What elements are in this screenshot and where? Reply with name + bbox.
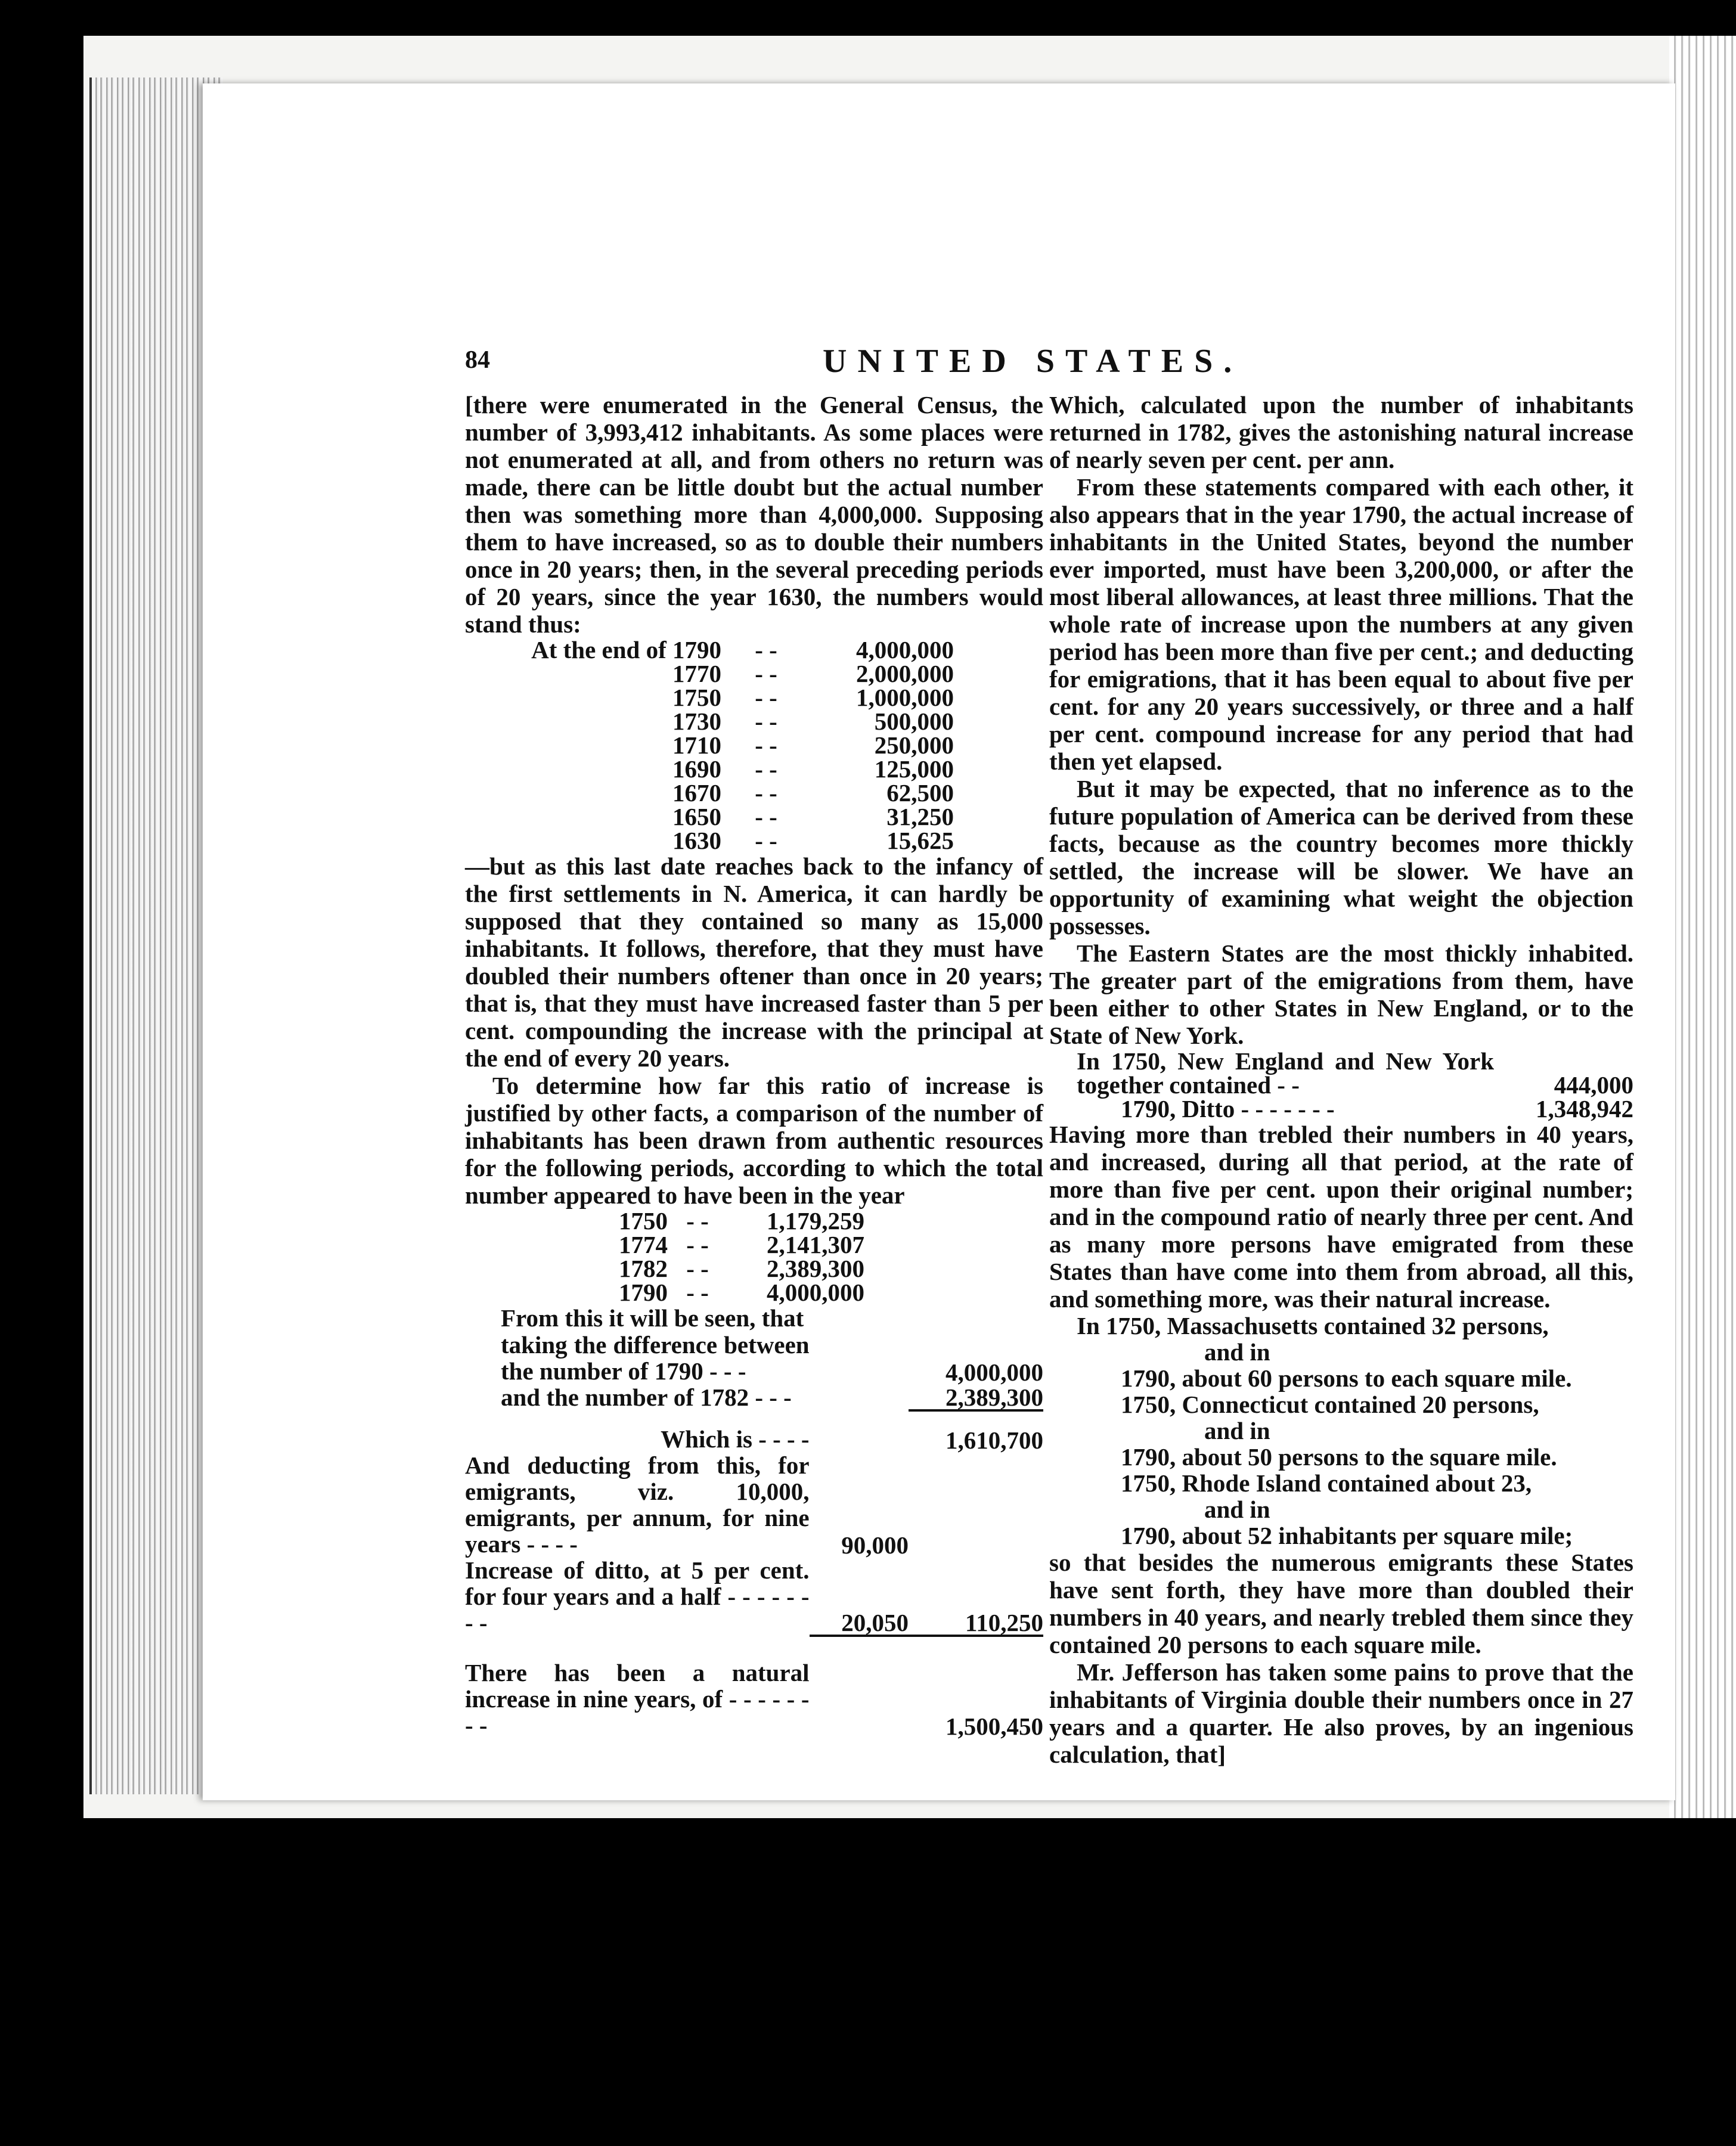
calc-intro: From this it will be seen, that (501, 1304, 804, 1332)
year-cell: 1774 (619, 1231, 668, 1258)
calc-row (465, 1410, 1043, 1452)
density-line: and in (1204, 1496, 1270, 1523)
leader-dashes: - - (686, 1255, 709, 1282)
table-row (465, 781, 954, 805)
year-cell: 1782 (619, 1255, 668, 1282)
table-row (1049, 1049, 1633, 1097)
calc-label: There has been a natural increase in nine years, of - - - - - - - - (465, 1659, 810, 1739)
leader-dashes: - - (686, 1231, 709, 1258)
value-cell: 4,000,000 (856, 636, 954, 663)
table-row (465, 1257, 864, 1280)
paragraph: From these statements compared with each other, it also appears that in the year 1790, the actual increase of inhabitants in the United States, beyond the number ever imported, must have been 3,200,000, or after the most liberal allowances, at least three millions. That the whole rate of increase upon the numbers at any given period has been more than five per cent.; and deducting for emigrations, that it has been equal to about five per cent. for any 20 years successively, or three and a half per cent. compound increase for any period that had then yet elapsed. (1049, 473, 1633, 775)
table-row (465, 757, 954, 781)
scan-border (0, 0, 1736, 36)
table-row (465, 1233, 864, 1257)
right-column (1049, 391, 1633, 1768)
running-title: UNITED STATES. (823, 343, 1243, 380)
value-cell: 2,000,000 (856, 660, 954, 687)
calc-label: and the number of 1782 - - - (501, 1384, 792, 1411)
calc-row (465, 1384, 1043, 1410)
calc-label: Increase of ditto, at 5 per cent. for four years and a half - - - - - - - - (465, 1556, 810, 1636)
left-column (465, 391, 1043, 1738)
paragraph: Mr. Jefferson has taken some pains to prove that the inhabitants of Virginia double their numbers once in 27 years and a quarter. He also proves, by an ingenious calculation, that] (1049, 1658, 1633, 1768)
value-cell: 2,389,300 (767, 1255, 864, 1282)
leader-dashes: - - (755, 660, 777, 687)
table-row (465, 686, 954, 709)
paragraph: Having more than trebled their numbers in 40 years, and increased, during all that period, at the rate of more than five per cent. upon their original number; and in the compound ratio of nearly three per cent. And as many more persons have emigrated from these States than have come into them from abroad, all this, and something more, was their natural increase. (1049, 1121, 1633, 1313)
value-cell: 250,000 (874, 731, 954, 759)
calculation-table (465, 1332, 1043, 1738)
leader-dashes: - - (755, 779, 777, 807)
value-cell: 31,250 (886, 803, 954, 830)
density-line: 1750, Rhode Island contained about 23, (1121, 1469, 1532, 1497)
table-row (465, 1209, 864, 1233)
leader-dashes: - - (755, 708, 777, 735)
calc-value: 2,389,300 (909, 1384, 1043, 1410)
row-label: In 1750, New England and New York together contained - - (1077, 1047, 1494, 1099)
calc-value: 110,250 (909, 1557, 1043, 1636)
year-cell: 1710 (672, 731, 721, 759)
value-cell: 15,625 (886, 827, 954, 854)
paragraph: [there were enumerated in the General Census, the number of 3,993,412 inhabitants. As some places were not enumerated at all, and from others no return was made, there can be little doubt but the actual number then was something more than 4,000,000. Supposing them to have increased, so as to double their numbers once in 20 years; then, in the several preceding periods of 20 years, since the year 1630, the numbers would stand thus: (465, 391, 1043, 638)
calc-value: 20,050 (810, 1557, 909, 1636)
paragraph: —but as this last date reaches back to the infancy of the first settlements in N. America, it can hardly be supposed that they contained so many as 15,000 inhabitants. It follows, therefore, that they must have doubled their numbers oftener than once in 20 years; that is, that they must have increased faster than 5 per cent. compounding the increase with the principal at the end of every 20 years. (465, 852, 1043, 1072)
calc-label: And deducting from this, for emigrants, viz. 10,000, emigrants, per annum, for nine years - - - - (465, 1452, 810, 1558)
leader-dashes: - - (686, 1207, 709, 1235)
value-cell: 2,141,307 (767, 1231, 864, 1258)
calc-row (465, 1332, 1043, 1384)
row-value: 444,000 (1554, 1071, 1633, 1099)
page-header (203, 343, 1675, 382)
table-row (465, 829, 954, 852)
table-row (465, 805, 954, 829)
year-cell: 1790 (619, 1279, 668, 1306)
calc-value: 1,500,450 (946, 1713, 1043, 1740)
paragraph: Which, calculated upon the number of inhabitants returned in 1782, gives the astonishing natural increase of nearly seven per cent. per ann. (1049, 391, 1633, 473)
year-cell: 1650 (672, 803, 721, 830)
page-number: 84 (465, 346, 490, 374)
value-cell: 1,000,000 (856, 684, 954, 711)
calc-row (465, 1557, 1043, 1636)
value-cell: 4,000,000 (767, 1279, 864, 1306)
leader-dashes: - - (755, 755, 777, 783)
calc-label: Which is - - - - (661, 1425, 810, 1453)
year-cell: 1630 (672, 827, 721, 854)
table-row (465, 733, 954, 757)
paragraph: The Eastern States are the most thickly inhabited. The greater part of the emigrations from them, have been either to other States in New England, or to the State of New York. (1049, 939, 1633, 1049)
calc-value: 4,000,000 (946, 1359, 1043, 1386)
paragraph: so that besides the numerous emigrants these States have sent forth, they have more than doubled their numbers in 40 years, and nearly trebled them since they contained 20 persons to each square mile. (1049, 1549, 1633, 1658)
year-cell: 1690 (672, 755, 721, 783)
density-line: 1790, about 52 inhabitants per square mile; (1121, 1522, 1573, 1549)
right-page-edges (1669, 36, 1736, 1818)
paragraph: To determine how far this ratio of increase is justified by other facts, a comparison of the number of inhabitants has been drawn from authentic resources for the following periods, according to which the total number appeared to have been in the year (465, 1072, 1043, 1209)
table-row (465, 709, 954, 733)
value-cell: 125,000 (874, 755, 954, 783)
new-england-table (1049, 1049, 1633, 1121)
calc-value: 1,610,700 (946, 1426, 1043, 1454)
paragraph: But it may be expected, that no inference as to the future population of America can be derived from these facts, because as the country becomes more thickly settled, the increase will be slower. We have an opportunity of examining what weight the objection possesses. (1049, 775, 1633, 939)
calc-label: taking the difference between the number of 1790 - - - (501, 1331, 810, 1385)
leader-dashes: - - (755, 827, 777, 854)
leader-dashes: - - (755, 731, 777, 759)
population-table (465, 638, 954, 852)
density-line: 1790, about 50 persons to the square mile. (1121, 1443, 1557, 1471)
leader-dashes: - - (755, 684, 777, 711)
density-list (1049, 1313, 1633, 1549)
density-line: and in (1204, 1338, 1270, 1366)
leader-dashes: - - (755, 636, 777, 663)
table-row (465, 638, 954, 662)
density-line: In 1750, Massachusetts contained 32 persons, (1077, 1312, 1549, 1339)
value-cell: 62,500 (886, 779, 954, 807)
leader-dashes: - - (686, 1279, 709, 1306)
value-cell: 500,000 (874, 708, 954, 735)
year-cell: 1670 (672, 779, 721, 807)
calc-row (465, 1636, 1043, 1738)
value-cell: 1,179,259 (767, 1207, 864, 1235)
year-cell: 1750 (672, 684, 721, 711)
table-row (465, 1280, 864, 1304)
density-line: and in (1204, 1417, 1270, 1444)
book-page (203, 83, 1675, 1800)
table-row (1049, 1097, 1633, 1121)
year-cell: At the end of 1790 (531, 636, 721, 663)
row-label: 1790, Ditto - - - - - - - (1121, 1095, 1335, 1122)
year-cell: 1750 (619, 1207, 668, 1235)
row-value: 1,348,942 (1536, 1095, 1633, 1122)
calc-row (465, 1452, 1043, 1557)
census-comparison-table (465, 1209, 864, 1304)
year-cell: 1770 (672, 660, 721, 687)
calc-value: 90,000 (841, 1531, 909, 1559)
year-cell: 1730 (672, 708, 721, 735)
density-line: 1790, about 60 persons to each square mile. (1121, 1364, 1572, 1392)
density-line: 1750, Connecticut contained 20 persons, (1121, 1391, 1539, 1418)
table-row (465, 662, 954, 686)
leader-dashes: - - (755, 803, 777, 830)
